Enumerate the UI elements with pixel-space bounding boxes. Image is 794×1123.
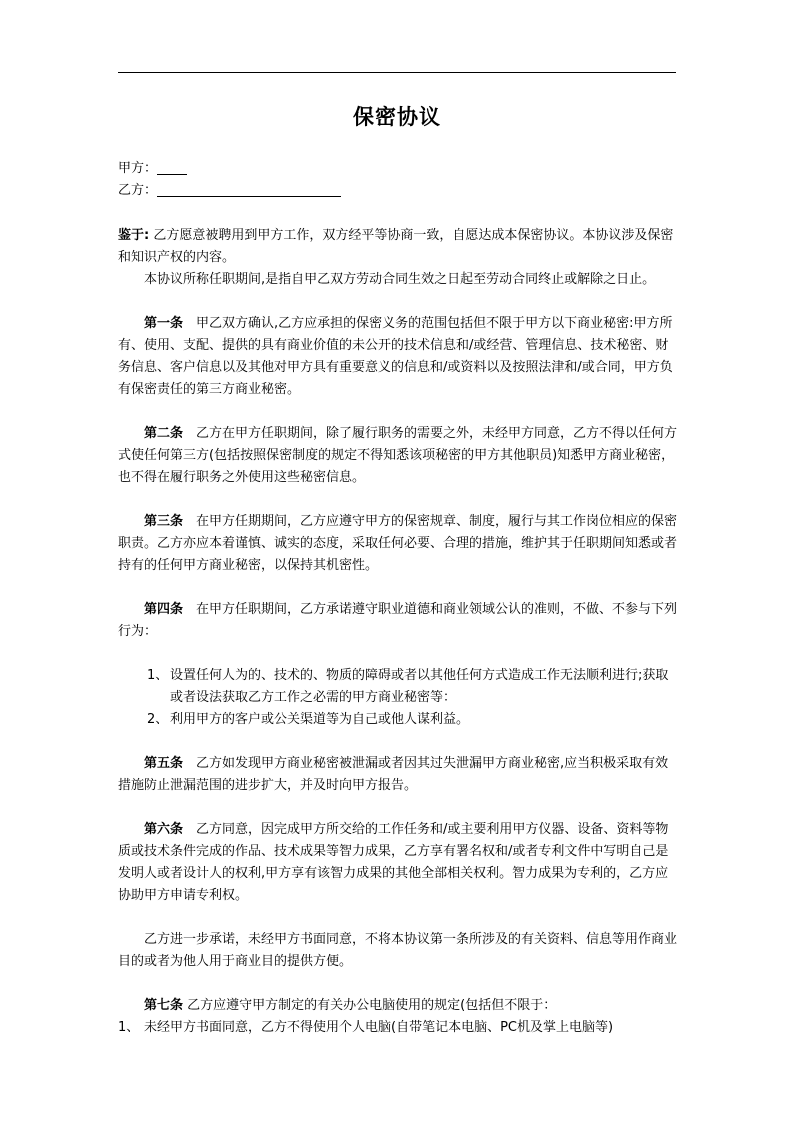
article-7	[118, 995, 680, 1017]
header-rule	[118, 72, 676, 73]
article-7-text: 乙方应遵守甲方制定的有关办公电脑使用的规定(包括但不限于：	[183, 998, 557, 1013]
party-a-label: 甲方：	[118, 161, 158, 176]
preamble-text: 乙方愿意被聘用到甲方工作，双方经平等协商一致，自愿达成本保密协议。本协议涉及保密和知识产权的内容。	[118, 228, 674, 265]
party-a-line	[118, 158, 680, 180]
party-a-blank	[157, 160, 187, 175]
article-1-text: 甲乙双方确认,乙方应承担的保密义务的范围包括但不限于甲方以下商业秘密:甲方所有、使用、支配、提供的具有商业价值的未公开的技术信息和/或经营、管理信息、技术秘密、财务信息、客户信息以及其他对甲方具有重要意义的信息和/或资料以及按照法津和/或合同，甲方负有保密责任的第三方商业秘密。	[118, 316, 673, 397]
article-5-text: 乙方如发现甲方商业秘密被泄漏或者因其过失泄漏甲方商业秘密,应当积极采取有效措施防止泄漏范围的进步扩大，并及时向甲方报告。	[118, 756, 669, 793]
article-1-label: 第一条	[144, 316, 184, 331]
document-title: 保密协议	[353, 104, 441, 129]
article-3	[118, 511, 680, 577]
list-item-text: 设置任何人为的、技术的、物质的障碍或者以其他任何方式造成工作无法顺利进行;获取或者设法获取乙方工作之必需的甲方商业秘密等：	[170, 668, 669, 705]
party-b-line	[118, 180, 680, 202]
party-b-blank	[157, 182, 341, 197]
list-item-number: 1、	[147, 668, 169, 683]
article-7-label: 第七条	[144, 998, 184, 1013]
list-item-text: 未经甲方书面同意，乙方不得使用个人电脑(自带笔记本电脑、PC机及掌上电脑等)	[144, 1020, 614, 1035]
article-2	[118, 423, 680, 489]
list-item-number: 2、	[147, 712, 169, 727]
preamble-paragraph	[118, 225, 680, 269]
list-item-text: 利用甲方的客户或公关渠道等为自己或他人谋利益。	[170, 712, 470, 727]
party-b-label: 乙方：	[118, 183, 158, 198]
article-3-text: 在甲方任期期间，乙方应遵守甲方的保密规章、制度，履行与其工作岗位相应的保密职责。乙方亦应本着谨慎、诚实的态度，采取任何必要、合理的措施，维护其于任职期间知悉或者持有的任何甲方商业秘密，以保持其机密性。	[118, 514, 678, 573]
preamble-label: 鉴于:	[118, 228, 150, 243]
article-4-item-1	[118, 665, 680, 709]
article-6-text: 乙方同意，因完成甲方所交给的工作任务和/或主要利用甲方仪器、设备、资料等物质或技术条件完成的作品、技术成果等智力成果，乙方享有署名权和/或者专利文件中写明自己是发明人或者设计人的权利,甲方享有该智力成果的其他全部相关权利。智力成果为专利的，乙方应协助甲方申请专利权。	[118, 822, 669, 903]
article-1	[118, 313, 680, 401]
further-promise-paragraph: 乙方进一步承诺，未经甲方书面同意，不将本协议第一条所涉及的有关资料、信息等用作商业目的或者为他人用于商业目的提供方便。	[118, 932, 678, 969]
article-4-text: 在甲方任职期间，乙方承诺遵守职业道德和商业领域公认的准则，不做、不参与下列行为：	[118, 602, 678, 639]
article-3-label: 第三条	[144, 514, 184, 529]
list-item-number: 1、	[118, 1020, 140, 1035]
article-6	[118, 819, 680, 907]
article-4-label: 第四条	[144, 602, 184, 617]
article-5-label: 第五条	[144, 756, 184, 771]
article-5	[118, 753, 680, 797]
article-2-label: 第二条	[144, 426, 184, 441]
article-4	[118, 599, 680, 643]
article-7-item-1	[118, 1017, 680, 1039]
document-body	[118, 158, 680, 1039]
term-definition-paragraph: 本协议所称任职期间,是指自甲乙双方劳动合同生效之日起至劳动合同终止或解除之日止。	[144, 272, 656, 287]
article-2-text: 乙方在甲方任职期间，除了履行职务的需要之外，未经甲方同意，乙方不得以任何方式使任何第三方(包括按照保密制度的规定不得知悉该项秘密的甲方其他职员)知悉甲方商业秘密，也不得在履行职务之外使用这些秘密信息。	[118, 426, 678, 485]
article-4-item-2	[118, 709, 680, 731]
article-6-label: 第六条	[144, 822, 184, 837]
